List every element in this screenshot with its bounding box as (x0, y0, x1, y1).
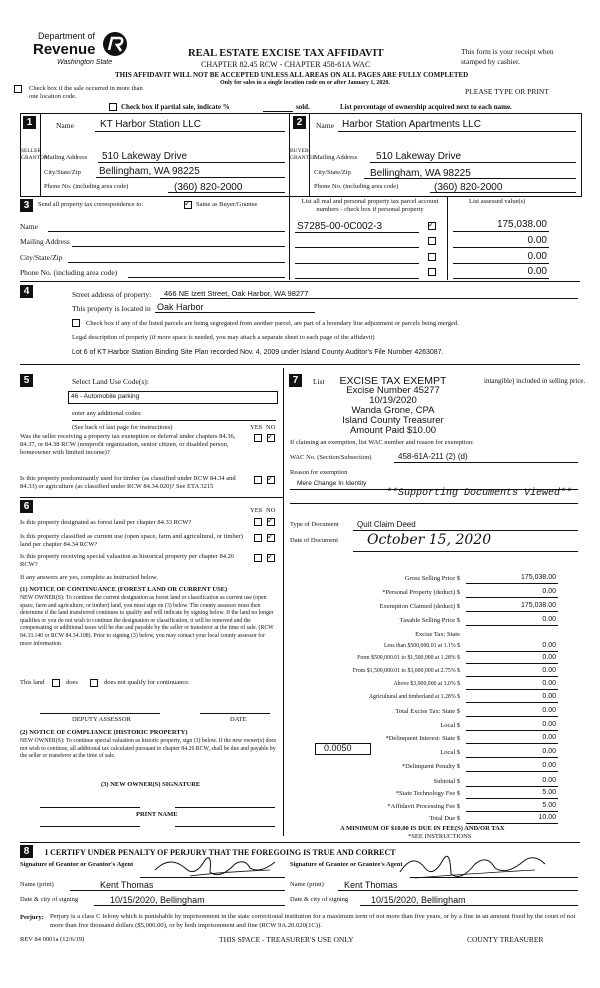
s7-list-tail: intangible) included in selling price. (484, 377, 586, 385)
calc-line-5 (466, 651, 558, 652)
located-label: This property is located in (72, 304, 151, 313)
seller-phone-label: Phone No. (including area code) (44, 183, 129, 190)
calc-line-8 (466, 689, 558, 690)
same-as-buyer-check-icon: ✓ (184, 199, 191, 208)
calc-label-11: Local $ (440, 722, 460, 729)
revenue-logo-icon (102, 30, 128, 58)
print-name-label: PRINT NAME (136, 811, 178, 818)
see-back-note: (See back of last page for instructions) (72, 424, 173, 431)
calc-label-1: *Personal Property (deduct) $ (382, 589, 460, 596)
notice2-body: NEW OWNER(S): To continue special valuation as historic property, sign (3) below. If the new owner(s) does not wish to continue, all additional tax calculated pursuant to chapter 84.26 RCW, shall be due and payable by the seller or transferor at the time of sale. (20, 738, 277, 760)
calc-value-6[interactable]: 0.00 (542, 654, 556, 661)
section-8-number: 8 (20, 845, 33, 858)
grantee-signature-icon (395, 848, 555, 884)
segregation-checkbox[interactable] (72, 319, 80, 327)
assessed-value-4[interactable]: 0.00 (527, 266, 547, 277)
s5-q2-no-check-icon: ✓ (267, 474, 274, 483)
land-use-label: Select Land Use Code(s): (72, 377, 149, 386)
s6-q3-no-check-icon: ✓ (267, 552, 274, 561)
s5-q1-yes-checkbox[interactable] (254, 434, 262, 442)
s5-q2-yes-checkbox[interactable] (254, 476, 262, 484)
section-4-number: 4 (20, 285, 33, 298)
calc-value-13[interactable]: 0.00 (542, 748, 556, 755)
parcel-2-personal-checkbox[interactable] (428, 237, 436, 245)
land-use-value: 46 - Automobile parking (71, 393, 140, 400)
deputy-assessor-label: DEPUTY ASSESSOR (72, 716, 131, 723)
street-label: Street address of property: (72, 290, 152, 299)
calc-value-12[interactable]: 0.00 (542, 734, 556, 741)
s6-question-1: Is this property designated as forest land per chapter 84.33 RCW? (20, 519, 192, 526)
calc-label-13: Local $ (440, 749, 460, 756)
stamp-line-5: Island County Treasurer (342, 415, 444, 426)
calc-line-2 (466, 611, 558, 612)
calc-label-5: Less than $500,000.01 at 1.1% $ (384, 643, 460, 649)
calc-line-12 (466, 743, 558, 744)
calc-label-15: Subtotal $ (433, 778, 460, 785)
seller-mailing-label: Mailing Address (44, 154, 88, 161)
perjury-text: Perjury is a class C felony which is punishable by imprisonment in the state correctional institution for a maximum term of not more than five years, or by a fine in an amount fixed by the court of not more than five thousand dollars ($5,000.00), or by both imprisonment and fine (RCW 9A.20.020(1C)). (50, 913, 576, 929)
s6-no: NO (266, 507, 276, 514)
grantor-signature-label: Signature of Grantor or Grantor's Agent (20, 861, 134, 868)
stamp-line-3: 10/19/2020 (369, 395, 417, 406)
perjury-label: Perjury: (20, 914, 44, 921)
street-address[interactable]: 466 NE Izett Street, Oak Harbor, WA 98277 (164, 289, 309, 298)
grantor-date-city[interactable]: 10/15/2020, Bellingham (110, 895, 205, 905)
multi-location-checkbox[interactable] (14, 85, 22, 93)
grantee-date-label: Date & city of signing (290, 896, 349, 903)
s3-mailing-label: Mailing Address (20, 237, 70, 246)
form-revision: REV 84 0001a (12/6/19) (20, 936, 85, 943)
s3-phone-label: Phone No. (including area code) (20, 268, 118, 277)
buyer-side-label: BUYER GRANTEE (290, 148, 316, 161)
s6-q1-yes-checkbox[interactable] (254, 518, 262, 526)
calc-line-6 (466, 663, 558, 664)
stamp-line-2: Excise Number 45277 (346, 385, 440, 396)
buyer-phone-label: Phone No. (including area code) (314, 183, 399, 190)
s6-question-2: Is this property classified as current use (open space, farm and agricultural, or timber) land per chapter 84.34 RCW? (20, 533, 243, 548)
parcel-number[interactable]: S7285-00-0C002-3 (297, 221, 383, 232)
calc-value-15[interactable]: 0.00 (542, 777, 556, 784)
seller-mailing[interactable]: 510 Lakeway Drive (102, 151, 188, 162)
calc-label-3: Taxable Selling Price $ (399, 617, 460, 624)
wac-number[interactable]: 458-61A-211 (2) (d) (398, 452, 468, 461)
s6-q2-no-check-icon: ✓ (267, 532, 274, 541)
calc-line-1 (466, 597, 558, 598)
calc-label-2: Exemption Claimed (deduct) $ (379, 603, 460, 610)
calc-line-9 (466, 702, 558, 703)
dept-line2: Revenue (33, 41, 96, 58)
grantor-date-label: Date & city of signing (20, 896, 79, 903)
legal-description[interactable]: Lot 6 of KT Harbor Station Binding Site Plan recorded Nov. 4, 2009 under Island County Auditor's File Number 4263087. (72, 349, 444, 356)
local-rate: 0.0050 (324, 743, 352, 753)
see-instructions: *SEE INSTRUCTIONS (408, 833, 472, 840)
does-checkbox[interactable] (52, 679, 60, 687)
s3-name-label: Name (20, 222, 38, 231)
s6-q3-yes-checkbox[interactable] (254, 554, 262, 562)
seller-name-label: Name (56, 121, 74, 130)
legal-label: Legal description of property (if more space is needed, you may attach a separate sheet to each page of the affidavit) (72, 334, 375, 341)
seller-side-label: SELLER GRANTOR (21, 148, 48, 161)
parcel-header: List all real and personal property tax parcel account numbers - check box if personal property (301, 198, 439, 213)
additional-codes-label: enter any additional codes: (72, 410, 142, 417)
calc-line-15 (466, 786, 558, 787)
buyer-name-label: Name (316, 121, 334, 130)
calc-label-7: From $1,500,000.01 to $3,000,000 at 2.75% $ (352, 668, 460, 674)
calc-label-14: *Delinquent Penalty $ (401, 763, 460, 770)
buyer-city-label: City/State/Zip (314, 169, 351, 176)
s5-question-2: Is this property predominantly used for timber (as classified under RCW 84.34 and 84.33) or agriculture (as classified under RCW 84.34.020)? See ETA 3215 (20, 475, 236, 490)
buyer-phone[interactable]: (360) 820-2000 (434, 182, 503, 193)
calc-value-3[interactable]: 0.00 (542, 616, 556, 623)
s7-list-label: List (313, 377, 325, 386)
s5-question-1: Was the seller receiving a property tax exemption or deferral under chapters 84.36, 84.37, or 84.38 RCW (nonprofit organization, senior citizen, or disabled person, homeowner with limited income)? (20, 433, 236, 456)
calc-value-2[interactable]: 175,038.00 (520, 602, 556, 609)
if-yes-note: If any answers are yes, complete as instructed below. (20, 574, 158, 581)
calc-label-0: Gross Selling Price $ (404, 575, 460, 582)
percentage-note: List percentage of ownership acquired next to each name. (340, 103, 512, 111)
doc-type[interactable]: Quit Claim Deed (357, 520, 416, 529)
calc-line-18 (466, 823, 558, 824)
calc-line-16 (466, 798, 558, 799)
s5-no: NO (266, 424, 276, 431)
assessed-header: List assessed value(s) (469, 198, 526, 205)
buyer-name[interactable]: Harbor Station Apartments LLC (342, 119, 481, 130)
sales-note: Only for sales in a single location code on or after January 1, 2020. (220, 80, 390, 86)
multi-location-label: Check box if the sale occurred in more than one location code. (29, 85, 143, 100)
calc-label-8: Above $3,000,000 at 3.0% $ (393, 681, 460, 687)
county-treasurer: COUNTY TREASURER (467, 935, 544, 944)
calc-value-0[interactable]: 175,038.00 (520, 574, 556, 581)
doc-date[interactable]: October 15, 2020 (367, 532, 492, 548)
seller-phone[interactable]: (360) 820-2000 (174, 182, 243, 193)
partial-sale-checkbox[interactable] (109, 103, 117, 111)
s3-city-label: City/State/Zip (20, 253, 63, 262)
dept-line1: Department of (38, 31, 96, 41)
notice1-title: (1) NOTICE OF CONTINUANCE (FOREST LAND OR CURRENT USE) (20, 586, 228, 593)
sold-label: sold. (296, 103, 310, 111)
treasurer-only: THIS SPACE - TREASURER'S USE ONLY (219, 935, 354, 944)
calc-label-10: Total Excise Tax: State $ (395, 708, 460, 715)
calc-label-4: Excise Tax: State (415, 631, 460, 638)
s6-yes: YES (250, 507, 263, 514)
calc-value-8[interactable]: 0.00 (542, 680, 556, 687)
calc-value-17[interactable]: 5.00 (542, 802, 556, 809)
section-2-number: 2 (293, 116, 306, 129)
calc-label-12: *Delinquent Interest: State $ (385, 735, 460, 742)
buyer-mailing-label: Mailing Address (314, 154, 358, 161)
calc-value-1[interactable]: 0.00 (542, 588, 556, 595)
grantor-name-label: Name (print) (20, 881, 54, 888)
parcel-1-check-icon: ✓ (428, 220, 435, 229)
calc-label-16: *State Technology Fee $ (395, 790, 460, 797)
calc-line-3 (466, 625, 558, 626)
section-1-number: 1 (23, 116, 36, 129)
calc-label-17: *Affidavit Processing Fee $ (387, 803, 460, 810)
send-correspondence-label: Send all property tax correspondence to: (38, 201, 144, 208)
grantee-date-city[interactable]: 10/15/2020, Bellingham (371, 895, 466, 905)
excise-stamp (318, 376, 468, 436)
s6-question-3: Is this property receiving special valuation as historical property per chapter 84.26 RCW? (20, 553, 235, 568)
buyer-city[interactable]: Bellingham, WA 98225 (370, 168, 471, 179)
assessed-value-1[interactable]: 175,038.00 (496, 219, 547, 230)
assessed-value-3[interactable]: 0.00 (527, 251, 547, 262)
seller-name[interactable]: KT Harbor Station LLC (100, 119, 201, 130)
doc-date-label: Date of Document (290, 537, 339, 544)
certify-statement: I CERTIFY UNDER PENALTY OF PERJURY THAT THE FOREGOING IS TRUE AND CORRECT (45, 848, 396, 857)
calc-line-13 (466, 757, 558, 758)
calc-value-14[interactable]: 0.00 (542, 762, 556, 769)
calc-line-10 (466, 716, 558, 717)
calc-value-5[interactable]: 0.00 (542, 642, 556, 649)
same-as-buyer-label: Same as Buyer/Grantee (196, 201, 258, 208)
calc-value-9[interactable]: 0.00 (542, 693, 556, 700)
receipt-note: This form is your receipt when stamped by cashier. (461, 47, 554, 66)
new-owner-signature-label: (3) NEW OWNER(S) SIGNATURE (101, 781, 201, 788)
notice1-body: NEW OWNER(S): To continue the current designation as forest land or classification as current use (open space, farm and agriculture, or timber) land, you must sign on (3) below. The county assessor must then determine if the land transferred continues to qualify and will indicate by signing below. If the land no longer qualifies or you do not wish to continue the designation or classification, it will be removed and the compensating or additional taxes will be due and payable by the seller or transferor at the time of sale. (RCW 84.33.140 or RCW 84.34.108). Prior to signing (3) below, you may contact your local county assessor for more information. (20, 595, 274, 647)
does-label: does (66, 679, 78, 686)
reason-label: Reason for exemption (290, 469, 348, 476)
section-7-number: 7 (289, 374, 302, 387)
form-title: REAL ESTATE EXCISE TAX AFFIDAVIT (188, 48, 384, 59)
section-6-number: 6 (20, 500, 33, 513)
calc-value-11[interactable]: 0.00 (542, 721, 556, 728)
calc-line-11 (466, 730, 558, 731)
assessor-date-label: DATE (230, 716, 247, 723)
seller-city[interactable]: Bellingham, WA 98225 (99, 166, 200, 177)
does-not-checkbox[interactable] (90, 679, 98, 687)
claiming-note: If claiming an exemption, list WAC number and reason for exemption: (290, 439, 474, 446)
grantee-signature-label: Signature of Grantee or Grantee's Agent (290, 861, 403, 868)
please-type: PLEASE TYPE OR PRINT (465, 87, 549, 96)
calc-line-7 (466, 676, 558, 677)
parcel-4-personal-checkbox[interactable] (428, 268, 436, 276)
s5-yes: YES (250, 424, 263, 431)
s6-q1-no-check-icon: ✓ (267, 516, 274, 525)
calc-label-6: From $500,000.01 to $1,500,000 at 1.28% $ (357, 655, 460, 661)
grantee-name-label: Name (print) (290, 881, 324, 888)
section-3-number: 3 (20, 199, 33, 212)
warning-line: THIS AFFIDAVIT WILL NOT BE ACCEPTED UNLESS ALL AREAS ON ALL PAGES ARE FULLY COMPLETED (115, 71, 469, 79)
calc-value-18[interactable]: 10.00 (538, 814, 556, 821)
this-land-label: This land (20, 679, 45, 686)
located-city[interactable]: Oak Harbor (157, 302, 204, 312)
stamp-line-4: Wanda Grone, CPA (351, 405, 435, 416)
s6-q2-yes-checkbox[interactable] (254, 534, 262, 542)
doc-type-label: Type of Document (290, 521, 339, 528)
stamp-line-6: Amount Paid $10.00 (349, 425, 437, 436)
calc-value-7[interactable]: 0.00 (542, 667, 556, 674)
calc-label-18: Total Due $ (429, 815, 460, 822)
wac-label: WAC No. (Section/Subsection) (290, 454, 372, 461)
parcel-3-personal-checkbox[interactable] (428, 253, 436, 261)
supporting-docs: **Supporting Documents Viewed** (386, 488, 573, 499)
section-5-number: 5 (20, 374, 33, 387)
s5-q1-no-check-icon: ✓ (267, 432, 274, 441)
notice2-title: (2) NOTICE OF COMPLIANCE (HISTORIC PROPERTY) (20, 729, 188, 736)
grantor-name[interactable]: Kent Thomas (100, 880, 154, 890)
segregation-note: Check box if any of the listed parcels are being segregated from another parcel, are part of a boundary line adjustment or parcels being merged. (86, 320, 459, 327)
form-chapter: CHAPTER 82.45 RCW - CHAPTER 458-61A WAC (201, 60, 371, 69)
seller-city-label: City/State/Zip (44, 169, 81, 176)
calc-line-14 (466, 771, 558, 772)
minimum-note: A MINIMUM OF $10.00 IS DUE IN FEE(S) AND/OR TAX (340, 825, 505, 832)
calc-value-10[interactable]: 0.00 (542, 707, 556, 714)
grantee-name[interactable]: Kent Thomas (344, 880, 398, 890)
exemption-reason[interactable]: Mere Change In Identity (297, 480, 367, 487)
calc-line-17 (466, 811, 558, 812)
calc-label-9: Agricultural and timberland at 1.28% $ (368, 694, 460, 700)
buyer-mailing[interactable]: 510 Lakeway Drive (376, 151, 462, 162)
does-not-label: does not qualify for continuance. (104, 679, 190, 686)
grantor-signature-icon (150, 850, 280, 882)
dept-line3: Washington State (57, 59, 113, 66)
partial-sale-label: Check box if partial sale, indicate % (121, 103, 230, 111)
calc-line-0 (466, 583, 558, 584)
stamp-line-1: EXCISE TAX EXEMPT (339, 375, 447, 387)
assessed-value-2[interactable]: 0.00 (527, 235, 547, 246)
calc-value-16[interactable]: 5.00 (542, 789, 556, 796)
